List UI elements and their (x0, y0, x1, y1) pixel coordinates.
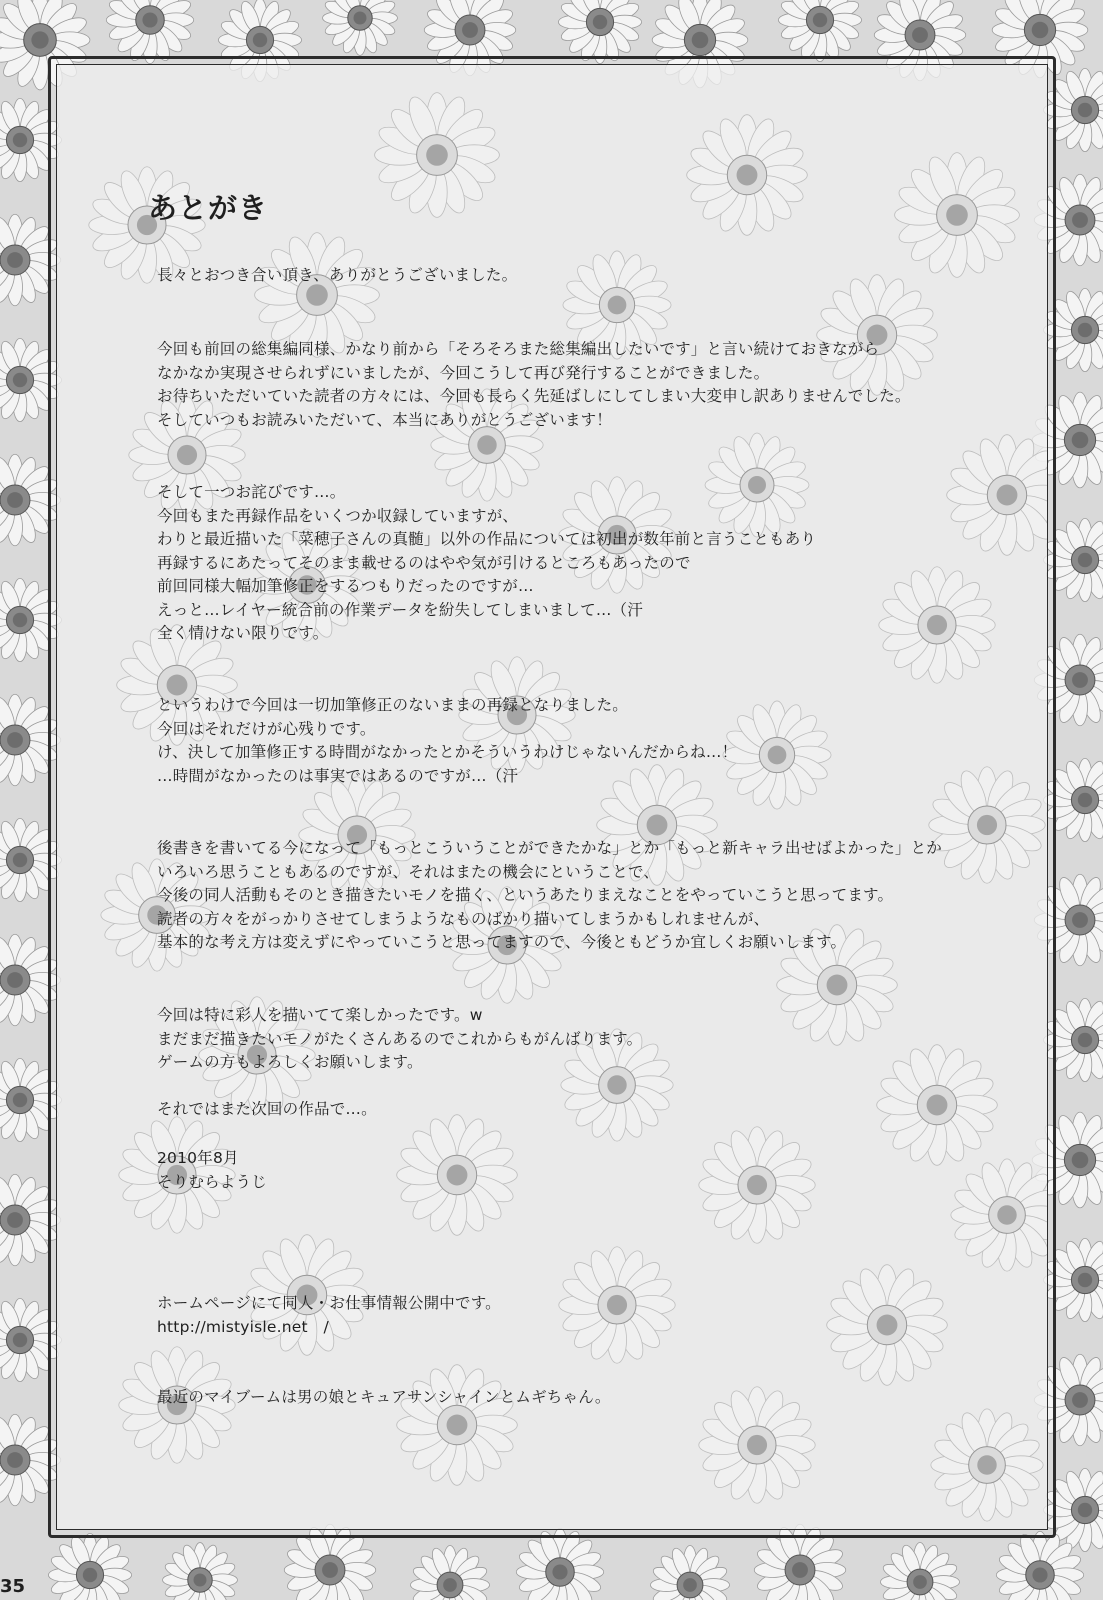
paragraph-apology: そして一つお詫びです…。 今回もまた再録作品をいくつか収録していますが、 わりと最近描いた「菜穂子さんの真髄」以外の作品については初出が数年前と言うこともあり 再録するにあたってそのまま載せるのはやや気が引けるところもあったので 前回同様大幅加筆修正をするつもりだったのですが… えっと…レイヤー統合前の作業データを紛失してしまいまして…（汗 全く情けない限りです。 (157, 483, 817, 642)
paragraph-boom: 最近のマイブームは男の娘とキュアサンシャインとムギちゃん。 (157, 1388, 611, 1406)
sunflower-icon (895, 153, 1020, 278)
sunflower-icon (650, 1545, 729, 1600)
sunflower-icon (323, 0, 398, 55)
sunflower-icon (106, 0, 193, 64)
sunflower-icon (375, 93, 500, 218)
sunflower-icon (397, 1365, 518, 1486)
sunflower-icon (931, 1409, 1043, 1521)
paragraph-fun: 今回は特に彩人を描いてて楽しかったです。w まだまだ描きたいモノがたくさんあるのでこれからもがんばります。 ゲームの方もよろしくお願いします。 (157, 1006, 643, 1071)
afterword-title: あとがき (148, 191, 269, 225)
sunflower-icon (687, 115, 808, 236)
sunflower-icon (48, 1533, 131, 1600)
paragraph-intro: 今回も前回の総集編同様、かなり前から「そろそろまた総集編出したいです」と言い続けておきながら なかなか実現させられずにいましたが、今回こうして再び発行することができました。 お待ちいただいていた読者の方々には、今回も長らく先延ばしにしてしまい大変申し訳ありませんでした。 そしていつもお読みいただいて、本当にありがとうございます！ (157, 340, 911, 429)
sunflower-icon (880, 1542, 959, 1600)
sunflower-icon (558, 0, 641, 64)
paragraph-closing: それではまた次回の作品で…。 (157, 1100, 377, 1118)
page-number: 35 (0, 1576, 26, 1597)
sunflower-icon (778, 0, 861, 62)
paragraph-no-revisions: というわけで今回は一切加筆修正のないままの再録となりました。 今回はそれだけが心残りです。 け、決して加筆修正する時間がなかったとかそういうわけじゃないんだからね…！ …時間がなかったのは事実ではあるのですが…（汗 (157, 696, 738, 785)
sunflower-icon (410, 1545, 489, 1600)
sunflower-icon (516, 1528, 603, 1600)
paragraph-future: 後書きを書いてる今になって「もっとこういうことができたかな」とか「もっと新キャラ出せばよかった」とか いろいろ思うこともあるのですが、それはまたの機会にということで、 今後の同人活動もそのとき描きたいモノを描く、というあたりまえなことをやっていこうと思ってます。 読者の方々をがっかりさせてしまうようなものばかり描いてしまうかもしれませんが、 基本的な考え方は変えずにやっていこうと思ってますので、今後ともどうか宜しくお願いします。 (157, 839, 943, 951)
sunflower-icon (163, 1543, 238, 1600)
homepage-notice: ホームページにて同人・お仕事情報公開中です。 http://mistyisle.net / (157, 1294, 501, 1336)
signature: 2010年8月 そりむらようじ (157, 1149, 267, 1191)
paragraph-thanks: 長々とおつき合い頂き、ありがとうございました。 (157, 266, 518, 284)
